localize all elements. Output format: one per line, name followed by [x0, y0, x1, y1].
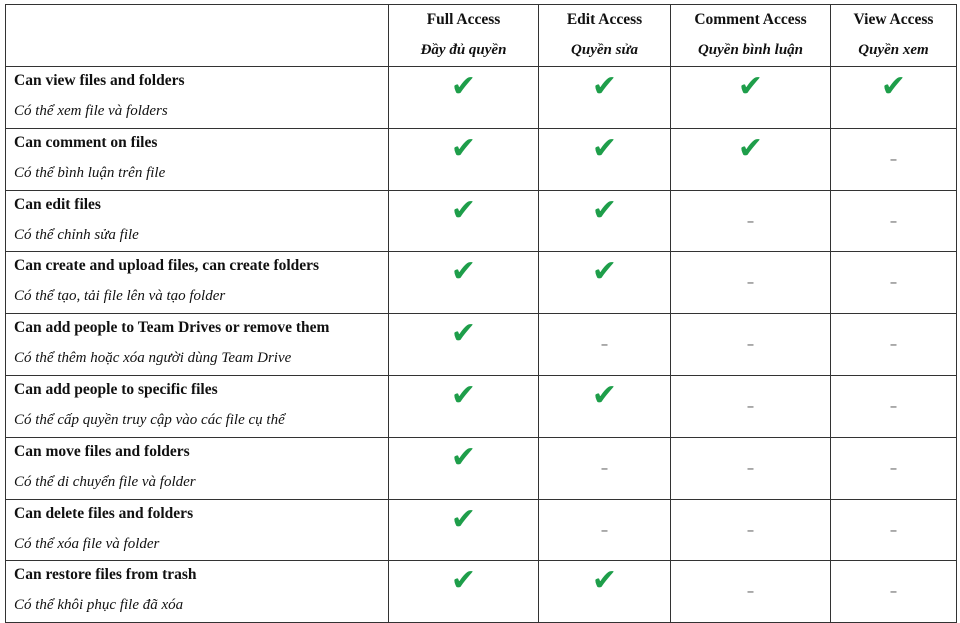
checkmark-icon: ✔ [450, 69, 477, 104]
permission-cell [6, 561, 389, 623]
checkmark-icon: ✔ [450, 192, 477, 228]
dash-icon: – [889, 273, 898, 292]
access-cell [539, 375, 671, 437]
permission-translation: Có thể xóa file và folder [14, 535, 160, 552]
access-cell [671, 375, 831, 437]
permission-translation: Có thể chỉnh sửa file [14, 226, 139, 243]
column-subtitle: Đầy đủ quyền [420, 42, 507, 58]
dash-icon: – [746, 273, 755, 292]
dash-icon: – [889, 582, 898, 601]
permission-cell [6, 314, 389, 376]
checkmark-icon: ✔ [450, 130, 477, 166]
column-title: View Access [853, 11, 934, 28]
permission-label: Can add people to specific files [14, 380, 218, 398]
dash-icon: – [600, 520, 609, 539]
table-row [6, 128, 957, 190]
column-header-view-access [831, 5, 957, 67]
checkmark-icon: ✔ [591, 377, 618, 413]
permission-cell [6, 375, 389, 437]
dash-icon: – [746, 582, 755, 601]
permission-label: Can comment on files [14, 133, 158, 151]
corner-cell [6, 5, 389, 67]
access-cell [671, 499, 831, 561]
checkmark-icon: ✔ [737, 130, 764, 166]
access-cell [389, 67, 539, 129]
dash-icon: – [889, 211, 898, 230]
access-cell [831, 437, 957, 499]
permissions-body [6, 67, 957, 623]
permission-label: Can delete files and folders [14, 504, 194, 522]
access-cell [539, 128, 671, 190]
dash-icon: – [600, 458, 609, 477]
access-cell [539, 314, 671, 376]
checkmark-icon: ✔ [591, 192, 618, 228]
permission-cell [6, 437, 389, 499]
table-row [6, 375, 957, 437]
column-subtitle: Quyền xem [858, 42, 929, 58]
permission-cell [6, 252, 389, 314]
access-cell [831, 499, 957, 561]
access-cell [539, 499, 671, 561]
access-cell [389, 375, 539, 437]
table-row [6, 314, 957, 376]
dash-icon: – [889, 520, 898, 539]
permission-cell [6, 499, 389, 561]
access-cell [539, 561, 671, 623]
dash-icon: – [746, 458, 755, 477]
dash-icon: – [746, 396, 755, 415]
access-cell [389, 561, 539, 623]
table-row [6, 499, 957, 561]
access-cell [539, 190, 671, 252]
access-cell [831, 67, 957, 129]
checkmark-icon: ✔ [591, 130, 618, 166]
access-cell [831, 561, 957, 623]
permission-translation: Có thể tạo, tải file lên và tạo folder [14, 288, 226, 305]
access-cell [671, 252, 831, 314]
access-cell [831, 314, 957, 376]
permissions-table [5, 4, 957, 623]
dash-icon: – [746, 211, 755, 230]
column-subtitle: Quyền bình luận [697, 42, 804, 58]
permission-cell [6, 67, 389, 129]
permission-translation: Có thể bình luận trên file [14, 164, 166, 181]
access-cell [831, 375, 957, 437]
dash-icon: – [889, 396, 898, 415]
permission-label: Can view files and folders [14, 72, 185, 89]
column-subtitle: Quyền sửa [571, 42, 638, 58]
access-cell [389, 314, 539, 376]
checkmark-icon: ✔ [880, 69, 907, 104]
column-title: Full Access [426, 11, 501, 28]
access-cell [831, 128, 957, 190]
checkmark-icon: ✔ [591, 563, 618, 599]
table-row [6, 561, 957, 623]
column-header-full-access [389, 5, 539, 67]
access-cell [389, 499, 539, 561]
dash-icon: – [889, 335, 898, 354]
column-title: Comment Access [694, 11, 807, 28]
permission-label: Can add people to Team Drives or remove them [14, 319, 330, 337]
checkmark-icon: ✔ [591, 69, 618, 104]
dash-icon: – [746, 335, 755, 354]
access-cell [389, 128, 539, 190]
permission-label: Can edit files [14, 195, 101, 213]
checkmark-icon: ✔ [450, 501, 477, 537]
header-row [6, 5, 957, 67]
access-cell [831, 252, 957, 314]
permission-label: Can create and upload files, can create folders [14, 257, 320, 275]
access-cell [389, 437, 539, 499]
permission-cell [6, 128, 389, 190]
checkmark-icon: ✔ [450, 377, 477, 413]
column-header-edit-access [539, 5, 671, 67]
dash-icon: – [600, 335, 609, 354]
access-cell [539, 252, 671, 314]
dash-icon: – [889, 149, 898, 168]
access-cell [389, 190, 539, 252]
table-row [6, 190, 957, 252]
access-cell [671, 67, 831, 129]
permission-translation: Có thể khôi phục file đã xóa [14, 597, 184, 614]
access-cell [671, 561, 831, 623]
access-cell [671, 190, 831, 252]
access-cell [671, 128, 831, 190]
checkmark-icon: ✔ [737, 69, 764, 104]
access-cell [539, 437, 671, 499]
table-row [6, 437, 957, 499]
dash-icon: – [889, 458, 898, 477]
permission-cell [6, 190, 389, 252]
column-title: Edit Access [566, 11, 643, 28]
access-cell [389, 252, 539, 314]
access-cell [671, 437, 831, 499]
access-cell [831, 190, 957, 252]
access-cell [671, 314, 831, 376]
checkmark-icon: ✔ [450, 439, 477, 475]
permission-translation: Có thể xem file và folders [14, 103, 168, 119]
checkmark-icon: ✔ [450, 563, 477, 599]
permission-translation: Có thể di chuyển file và folder [14, 473, 196, 490]
dash-icon: – [746, 520, 755, 539]
table-row [6, 67, 957, 129]
checkmark-icon: ✔ [591, 254, 618, 290]
permission-label: Can restore files from trash [14, 566, 197, 584]
checkmark-icon: ✔ [450, 254, 477, 290]
checkmark-icon: ✔ [450, 316, 477, 352]
permission-translation: Có thể thêm hoặc xóa người dùng Team Drive [14, 350, 292, 367]
access-cell [539, 67, 671, 129]
permission-translation: Có thể cấp quyền truy cập vào các file cụ thể [14, 411, 285, 428]
table-row [6, 252, 957, 314]
column-header-comment-access [671, 5, 831, 67]
permission-label: Can move files and folders [14, 442, 190, 460]
